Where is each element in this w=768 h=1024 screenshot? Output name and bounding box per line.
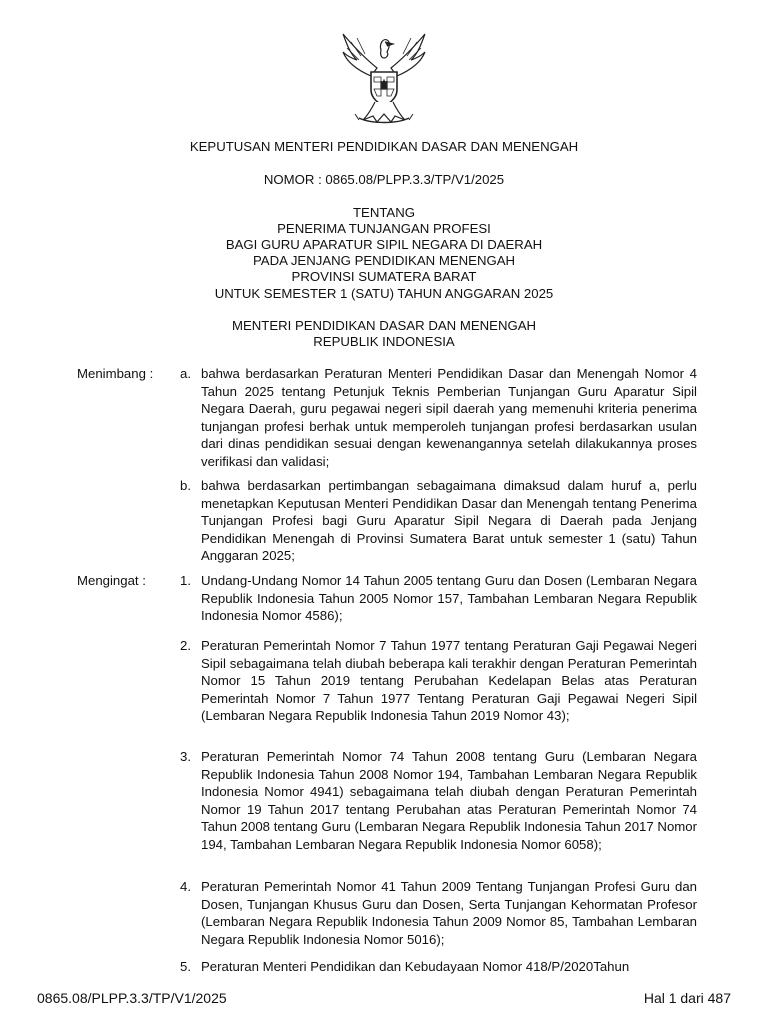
authority-line: REPUBLIK INDONESIA (313, 334, 455, 349)
subject-line: BAGI GURU APARATUR SIPIL NEGARA DI DAERAH (225, 237, 543, 252)
garuda-emblem-icon (337, 30, 431, 126)
mengingat-item (180, 748, 697, 853)
mengingat-item (180, 572, 697, 625)
subject-line: PROVINSI SUMATERA BARAT (291, 269, 477, 284)
menimbang-item (180, 477, 697, 565)
item-marker: 1. (180, 573, 191, 588)
item-text: Undang-Undang Nomor 14 Tahun 2005 tentang Guru dan Dosen (Lembaran Negara Republik Indonesia Tahun 2005 Nomor 157, Tambahan Lembaran Negara Republik Indonesia Nomor 4586); (201, 573, 697, 623)
tentang-heading: TENTANG (352, 205, 416, 220)
item-text: bahwa berdasarkan pertimbangan sebagaimana dimaksud dalam huruf a, perlu menetapkan Keputusan Menteri Pendidikan Dasar dan Menengah tentang Penerima Tunjangan Profesi bagi Guru Aparatur Sipil Negara di Daerah pada Jenjang Pendidikan Menengah di Provinsi Sumatera Barat untuk semester 1 (satu) Tahun Anggaran 2025; (201, 478, 697, 563)
subject-line: UNTUK SEMESTER 1 (SATU) TAHUN ANGGARAN 2025 (214, 286, 554, 301)
footer-document-number: 0865.08/PLPP.3.3/TP/V1/2025 (37, 990, 227, 1006)
item-marker: b. (180, 478, 191, 493)
mengingat-item (180, 637, 697, 725)
item-text: Peraturan Pemerintah Nomor 7 Tahun 1977 tentang Peraturan Gaji Pegawai Negeri Sipil sebagaimana telah diubah beberapa kali terakhir dengan Peraturan Pemerintah Nomor 15 Tahun 2019 tentang Perubahan Kedelapan Belas atas Peraturan Pemerintah Nomor 7 Tahun 1977 Tentang Peraturan Gaji Pegawai Negeri Sipil (Lembaran Negara Republik Indonesia Tahun 2019 Nomor 43); (201, 638, 697, 723)
mengingat-label: Mengingat : (77, 573, 146, 588)
decree-title: KEPUTUSAN MENTERI PENDIDIKAN DASAR DAN MENENGAH (189, 139, 579, 154)
mengingat-item (180, 958, 697, 976)
authority-line: MENTERI PENDIDIKAN DASAR DAN MENENGAH (231, 318, 537, 333)
menimbang-item (180, 365, 697, 470)
item-marker: 5. (180, 959, 191, 974)
footer-page-info: Hal 1 dari 487 (643, 990, 731, 1006)
item-text: Peraturan Menteri Pendidikan dan Kebudayaan Nomor 418/P/2020Tahun (201, 959, 630, 974)
item-text: bahwa berdasarkan Peraturan Menteri Pendidikan Dasar dan Menengah Nomor 4 Tahun 2025 tentang Petunjuk Teknis Pemberian Tunjangan Guru Aparatur Sipil Negara Daerah, guru pegawai negeri sipil daerah yang memenuhi kriteria penerima tunjangan profesi berhak untuk memperoleh tunjangan profesi berdasarkan usulan dari dinas pendidikan sesuai dengan kewenangannya setelah dilakukannya proses verifikasi dan validasi; (201, 366, 697, 469)
mengingat-item (180, 878, 697, 948)
decree-number: NOMOR : 0865.08/PLPP.3.3/TP/V1/2025 (263, 172, 505, 187)
item-marker: a. (180, 366, 191, 381)
subject-line: PADA JENJANG PENDIDIKAN MENENGAH (252, 253, 516, 268)
subject-line: PENERIMA TUNJANGAN PROFESI (277, 221, 491, 236)
item-text: Peraturan Pemerintah Nomor 41 Tahun 2009 Tentang Tunjangan Profesi Guru dan Dosen, Tunjangan Khusus Guru dan Dosen, Serta Tunjangan Kehormatan Profesor (Lembaran Negara Republik Indonesia Tahun 2009 Nomor 85, Tambahan Lembaran Negara Republik Indonesia Nomor 5016); (201, 879, 697, 947)
item-marker: 3. (180, 749, 191, 764)
item-marker: 2. (180, 638, 191, 653)
item-marker: 4. (180, 879, 191, 894)
item-text: Peraturan Pemerintah Nomor 74 Tahun 2008 tentang Guru (Lembaran Negara Republik Indonesia Tahun 2008 Nomor 194, Tambahan Lembaran Negara Republik Indonesia Nomor 4941) sebagaimana telah diubah dengan Peraturan Pemerintah Nomor 19 Tahun 2017 tentang Perubahan atas Peraturan Pemerintah Nomor 74 Tahun 2008 tentang Guru (Lembaran Negara Republik Indonesia Tahun 2017 Nomor 194, Tambahan Lembaran Negara Republik Indonesia Nomor 6058); (201, 749, 697, 852)
menimbang-label: Menimbang : (77, 366, 154, 381)
